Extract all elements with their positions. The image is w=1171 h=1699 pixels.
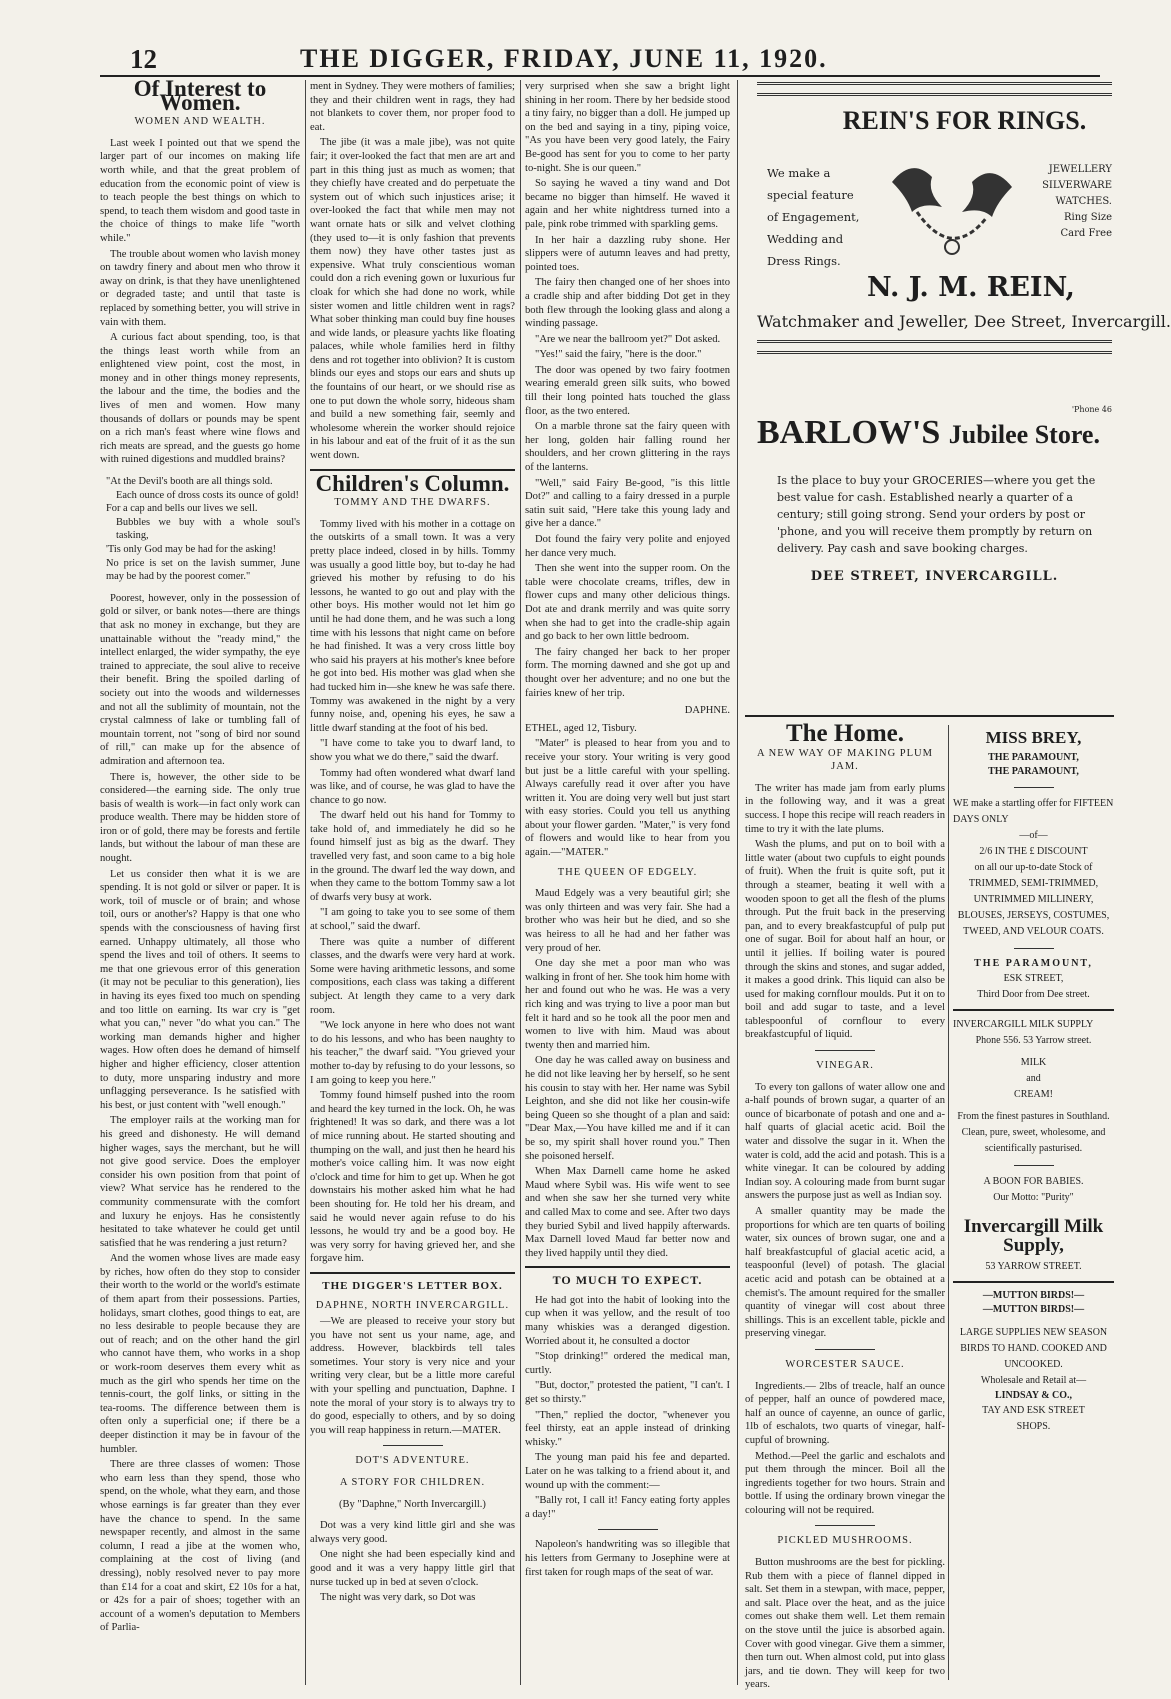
birds-line: —MUTTON BIRDS!—: [982, 1303, 1085, 1315]
divider: [815, 1349, 875, 1350]
poem-line: For a cap and bells our lives we sell.: [106, 503, 258, 515]
recipe-title: A NEW WAY OF MAKING PLUM JAM.: [757, 747, 933, 773]
paragraph: Ingredients.— 2lbs of treacle, half an ounce of pepper, half an ounce of powdered mace, half an ounce of cayenne, an ounce of garlic, 1lb of eschalots, two quarts of vinegar, half-cupful of browning.: [745, 1380, 945, 1446]
paragraph: Tommy had often wondered what dwarf land was like, and of course, he was glad to have the chance to go now.: [310, 767, 515, 806]
paragraph: "But, doctor," protested the patient, "I can't. I get so thirsty.": [525, 1380, 730, 1406]
newspaper-title: THE DIGGER, FRIDAY, JUNE 11, 1920.: [300, 44, 828, 73]
divider: [598, 1529, 658, 1530]
story-title: THE QUEEN OF EDGELY.: [557, 866, 698, 878]
paragraph: Tommy found himself pushed into the room and heard the key turned in the lock. Oh, he was frightened! It was so dark, and there was a lot of mice running about. He started shouting and thumping on the wall, and just then he heard his mother's voice calling him. It was now eight o'clock and time for him to get up. When he got downstairs his mother asked him what he had been shouting for. He told her his dream, and said he would never again refuse to do his lessons, he would try and be a good boy. He was very sorry for having grieved her, and she forgave him.: [310, 1090, 515, 1265]
paragraph: The young man paid his fee and departed. Later on he was talking to a friend about it, and wound up with the comment:—: [525, 1452, 730, 1491]
milk-phone: [953, 1033, 1114, 1049]
rein-left-text: [767, 162, 859, 272]
milk-motto: Our Motto: "Purity": [993, 1191, 1074, 1203]
story-subtitle: A STORY FOR CHILDREN.: [339, 1477, 486, 1488]
rein-title: REIN'S FOR RINGS.: [842, 106, 1087, 135]
paragraph: "Bally rot, I call it! Fancy eating forty apples a day!": [525, 1495, 730, 1520]
rein-text-line: SILVERWARE: [1042, 180, 1112, 191]
divider: [953, 1281, 1114, 1283]
letter-header: ETHEL, aged 12, Tisbury.: [525, 722, 637, 734]
paragraph: very surprised when she saw a bright light shining in her room. There by her bedside stood a tiny fairy, no bigger than a doll. He jumped up on the bed and saying in a tiny, piping voice, "As you have been very good lately, the Fairy Be-good has sent for you to come to her party to-night. She is our queen.": [525, 81, 730, 174]
brey-street: ESK STREET,: [1003, 972, 1064, 984]
column-rule: [520, 80, 521, 1685]
milk-phone-number: Phone 556.: [975, 1034, 1021, 1046]
column-children: [310, 80, 515, 1680]
paragraph: Let us consider then what it is we are spending. It is not gold or silver or paper. It is work, toil of muscle or of brain; and whose toil, ours or another's? Happy is that one who spends with the consciousness of having first earned. Unhappy ultimately, all those who spend the lives and toil of others. It seems to me that one grievous error of this generation (it may not be peculiar to this generation), lies in having its eyes fixed too much on spending and too little on earning. Its war cry is "get what you can," never "do what you can." The working man demands higher and higher wages. How often does he demand of himself higher and higher efficiency, closer attention to duty, more unsparing industry and more unflagging perseverance. Is he satisfied with his best, or just content with "well enough.": [100, 868, 300, 1111]
paragraph: Wash the plums, and put on to boil with a little water (about two cupfuls to eight pounds of fruit). When the fruit is quite soft, put it through a steamer, beating it well with a wooden spoon to get all the flesh of the plums through. Put the fruit back in the preserving pan, and to every breakfastcupful of pulp put one of sugar. Boil for about half an hour, or until it jellies. If boiling water is poured through the skins and stones, and sugar added, it makes a good drink. This liquid can also be used for making cornflour moulds. Put it on to boil and add sugar to taste, and a level tablespoonful of cornflour to every breakfastcupful of liquid.: [745, 839, 945, 1041]
page-number: 12: [130, 44, 157, 74]
rein-advertisement: [757, 82, 1171, 350]
milk-word: MILK: [1020, 1056, 1047, 1068]
barlow-title: [757, 414, 1112, 452]
poem-line: "At the Devil's booth are all things sold.: [106, 476, 273, 488]
paragraph: One night she had been especially kind and good and it was a very happy little girl that nurse tucked up in bed at seven o'clock.: [310, 1549, 515, 1588]
milk-slogan: [953, 1055, 1114, 1103]
column-stories: [525, 80, 730, 1680]
paragraph: Poorest, however, only in the possession of gold or silver, or bank notes—there are things that ask no money in exchange, but they are unattainable without the "ready mind," the intellect enlarged, the wider sympathy, the eye trained to appreciate, the soul alive to receive their benefit. Bring the spoiled darling of society out into the woods and wildernesses and not all the sublimity of mountain, not the crystal calmness of lake or tumbling fall of mountain torrent, not "song of bird nor sound of rill," can make up for the absence of admiration and afternoon tea.: [100, 592, 300, 767]
divider: [745, 715, 1114, 717]
milk-header: INVERCARGILL MILK SUPPLY: [953, 1018, 1094, 1030]
paragraph: "Are we near the ballroom yet?" Dot asked.: [535, 333, 721, 345]
paragraph: A smaller quantity may be made the proportions for which are ten quarts of boiling water, six ounces of brown sugar, one and a half breakfastcupful of glacial acetic acid, a teaspoonful (level) of potash. The glacial acetic acid and potash can be obtained at a chemist's. The amount required for the smaller quantity of vinegar will cost about three shillings. This is an excellent table, pickle and preserving vinegar.: [745, 1206, 945, 1340]
divider: [310, 1272, 515, 1274]
paragraph: The door was opened by two fairy footmen wearing emerald green silk suits, who bowed till their long pointed hats touched the glass floor, as the two entered.: [525, 364, 730, 417]
poem-line: 'Tis only God may be had for the asking!: [106, 544, 277, 555]
divider: [383, 1445, 443, 1446]
birds-line: —MUTTON BIRDS!—: [982, 1289, 1085, 1301]
paragraph: The trouble about women who lavish money on tawdry finery and about men who throw it away on drink, is that they have unenlightened or degraded taste; and until that taste is replaced by something better, you will strive in vain with them.: [100, 248, 300, 328]
birds-text: LARGE SUPPLIES NEW SEASON BIRDS TO HAND. COOKED AND UNCOOKED.: [959, 1326, 1108, 1370]
women-subheading: WOMEN AND WEALTH.: [134, 116, 266, 128]
paragraph: Method.—Peel the garlic and eschalots and put them through the mincer. Boil all the ingredients together for two hours. Strain and bottle. If using the ordinary brown vinegar the colouring will not be required.: [745, 1450, 945, 1516]
paragraph: The fairy changed her back to her proper form. The morning dawned and she got up and thought over her adventure; and no one but the fairies knew of her trip.: [525, 646, 730, 699]
recipe-title: PICKLED MUSHROOMS.: [777, 1535, 913, 1547]
divider: [1014, 1165, 1054, 1166]
birds-street: TAY AND ESK STREET: [982, 1404, 1085, 1416]
rein-right-text: [1042, 162, 1112, 242]
milk-boon: A BOON FOR BABIES.: [983, 1175, 1084, 1187]
paragraph: Dot found the fairy very polite and enjoyed her dance very much.: [525, 534, 730, 559]
paragraph: The writer has made jam from early plums in the following way, and it was a great success. I hope this recipe will reach readers in time to try it with the late plums.: [745, 782, 945, 835]
barlow-text: Is the place to buy your GROCERIES—where you get the best value for cash. Established nearly a quarter of a century; still going strong. Send your orders by post or 'phone, and you will receive them promptly by return on delivery. Pay cash and save booking charges.: [777, 474, 1096, 555]
paragraph: ment in Sydney. They were mothers of families; they and their children went in rags, they had not blankets to cover them, nor proper food to eat.: [310, 81, 515, 133]
paragraph: Dot was a very kind little girl and she was always very good.: [310, 1520, 515, 1545]
paragraph: He had got into the habit of looking into the cup when it was yellow, and the result of too many whiskies was a deranged digestion. Worried about it, he consulted a doctor: [525, 1294, 730, 1347]
paragraph: On a marble throne sat the fairy queen with her long, golden hair falling round her shoulders, and her crown glittering in the rays of the lanterns.: [525, 421, 730, 474]
brey-shop: THE PARAMOUNT,: [974, 957, 1093, 969]
rein-text-line: JEWELLERY: [1048, 164, 1112, 175]
swallows-icon: [882, 152, 1022, 262]
brey-discount: 2/6 IN THE £ DISCOUNT: [979, 845, 1088, 857]
brey-title: MISS BREY,: [985, 728, 1082, 747]
rein-text-line: special feature: [767, 188, 854, 202]
children-heading: Children's Column.: [315, 470, 510, 496]
letter-recipient: DAPHNE, NORTH INVERCARGILL.: [315, 1300, 510, 1312]
brey-of: —of—: [1019, 829, 1048, 841]
story-byline: (By "Daphne," North Invercargill.): [339, 1498, 486, 1510]
poem-line: Each ounce of dross costs its ounce of gold!: [116, 489, 299, 501]
recipe-title: VINEGAR.: [816, 1060, 874, 1072]
paragraph: Last week I pointed out that we spend the larger part of our incomes on making life worth while, and that the great problem of education from the economic point of view is to teach people the best things on which to spend, to teach them wisdom and good taste in the choice of things to make life "worth while.": [100, 137, 300, 244]
home-heading: The Home.: [785, 720, 905, 747]
divider: [815, 1525, 875, 1526]
paragraph: To every ton gallons of water allow one and a-half pounds of brown sugar, a quarter of an ounce of bicarbonate of potash and one and a-half quarts of glacial acetic acid. Boil the water and dissolve the sugar in it. When the water is cold, add the acid and potash. This is a white vinegar. It can be coloured by adding Indian soy. A colouring made from burnt sugar answers the purpose just as well as Indian soy.: [745, 1081, 945, 1202]
paragraph: The night was very dark, so Dot was: [320, 1592, 476, 1604]
paragraph: A curious fact about spending, too, is that the things least worth while from an enlightened view point, cost the most, in money and in other things money represents, the labour and the time, the bodies and the lives of men and women. How many thousands of dollars or pounds may be spent on a rich man's feast where wine flows and rich meats are spread, and the guests go home with ruined digestions and muddled brains?: [100, 332, 300, 466]
paragraph: "Yes!" said the fairy, "here is the door.": [535, 349, 702, 361]
brey-door: Third Door from Dee street.: [977, 988, 1090, 1000]
milk-finest: From the finest pastures in Southland. Clean, pure, sweet, wholesome, and scientifically pasturised.: [957, 1110, 1110, 1154]
joke-heading: TO MUCH TO EXPECT.: [552, 1273, 703, 1288]
barlow-name: BARLOW'S: [757, 414, 941, 451]
birds-firm: LINDSAY & CO.,: [994, 1389, 1073, 1401]
milk-word: CREAM!: [1014, 1088, 1053, 1100]
milk-word: and: [1026, 1072, 1041, 1084]
paragraph: In her hair a dazzling ruby shone. Her slippers were of autumn leaves and had pretty, pointed toes.: [525, 234, 730, 273]
column-right-ads: [953, 725, 1114, 1675]
letterbox-heading: THE DIGGER'S LETTER BOX.: [322, 1279, 503, 1292]
barlow-phone: 'Phone 46: [1071, 405, 1112, 414]
paragraph: One day he was called away on business and he did not like leaving her by herself, so he sent his cousin to stay with her. Her name was Sybil Leighton, and she did not like her cousin-wife being Queen so she thought of a plan and said: "Dear Max,—You have killed me and if it can be so, my spirit shall hover round you." Then she poisoned herself.: [525, 1055, 730, 1162]
paragraph: There is, however, the other side to be considered—the earning side. The only true basis of wealth is work—in fact only work can produce wealth. There may be hidden store of iron or of gold, there may be forests and fertile lands, but without the labour of man these are nought.: [100, 771, 300, 865]
paragraph: Tommy lived with his mother in a cottage on the outskirts of a small town. It was a very pretty place indeed, closed in by hills. Tommy was usually a good little boy, but to-day he had grieved his mother by refusing to do his lessons, he wanted to go out and play with the other boys. His mother would not let him go until he had done them, and he was such a long time with his lessons that night came on before he had finished. It was a very cross little boy who said his prayers at his mother's knee before he got into bed. His mother was glad when she had tucked him in—she knew he was safe there. Tommy was awakened in the night by a very funny noise, and, opening his eyes, he saw a little dwarf standing at the foot of his bed.: [310, 518, 515, 734]
rein-address: Watchmaker and Jeweller, Dee Street, Invercargill.: [757, 312, 1171, 331]
rein-text-line: of Engagement,: [767, 210, 860, 224]
divider: [525, 1266, 730, 1268]
barlow-advertisement: [757, 405, 1112, 665]
rein-text-line: Dress Rings.: [767, 254, 841, 268]
paragraph: "I am going to take you to see some of them at school," said the dwarf.: [310, 907, 515, 933]
poem: [106, 475, 300, 584]
paragraph: The employer rails at the working man for his greed and dishonesty. He will demand higher wages, says the merchant, but he will not give good service. Does the employer consider his own position from that point of view? What service has he rendered to the community commensurate with the comfort and luxury he enjoys. Has he consistently hesitated to take whatever he could get until satisfied that he was rendering a just return?: [100, 1115, 300, 1249]
paragraph: There was quite a number of different classes, and the dwarfs were very hard at work. Some were having arithmetic lessons, and some compositions, each class was taking a different subject. At length they came to a very dark room.: [310, 936, 515, 1016]
poem-line: Bubbles we buy with a whole soul's tasking,: [116, 516, 300, 542]
paragraph: "Mater" is pleased to hear from you and to receive your story. Your writing is very good but just be a little careful with your spelling. Always carefully read it over after you have written it. You are doing very well but just start with easy stories. Could you tell us anything about your flower garden. "Mater," is very fond of flowers and would like to hear from you again.—"MATER.": [525, 738, 730, 859]
children-subheading: TOMMY AND THE DWARFS.: [334, 497, 491, 509]
paragraph: When Max Darnell came home he asked Maud where Sybil was. His wife went to see and when she saw her she turned very white and called Max to come and see. After two days they buried Sybil and lived happily afterwards. Max Darnell loved Maud far better now and they lived happily until they died.: [525, 1166, 730, 1259]
masthead: [100, 44, 1000, 74]
brey-items: on all our up-to-date Stock of TRIMMED, SEMI-TRIMMED, UNTRIMMED MILLINERY, BLOUSES, JERSEYS, COSTUMES, TWEED, AND VELOUR COATS.: [957, 861, 1110, 937]
recipe-title: WORCESTER SAUCE.: [785, 1358, 905, 1370]
rein-text-line: WATCHES.: [1055, 196, 1112, 207]
paragraph: One day she met a poor man who was walking in front of her. She took him home with her and found out who he was. He was a very rich king and was trying to live a poor man but felt it hard and so he took all the poor men and women to live with him. Maud was about twenty then and married him.: [525, 958, 730, 1051]
rein-name: N. J. M. REIN,: [867, 272, 1075, 303]
barlow-store: Jubilee Store.: [948, 420, 1100, 449]
birds-shops: SHOPS.: [1016, 1420, 1051, 1432]
brey-offer: WE make a startling offer for FIFTEEN DAYS ONLY: [953, 797, 1114, 825]
milk-big-title: Invercargill Milk: [963, 1215, 1104, 1237]
rein-text-line: We make a: [767, 166, 831, 180]
paragraph: Maud Edgely was a very beautiful girl; she was only thirteen and was very fair. She had a brother who was heir but he died, and so she was heiress to all he had and her father was very proud of her.: [525, 888, 730, 954]
column-rule: [737, 80, 738, 1685]
story-title: DOT'S ADVENTURE.: [355, 1455, 470, 1467]
birds-sale: Wholesale and Retail at—: [980, 1374, 1087, 1386]
rein-text-line: Card Free: [1060, 228, 1112, 239]
milk-big-title: Supply,: [1003, 1235, 1064, 1257]
paragraph: "Stop drinking!" ordered the medical man, curtly.: [525, 1351, 730, 1376]
paragraph: "Well," said Fairy Be-good, "is this little Dot?" and calling to a fairy dressed in a purple satin suit said, "Here take this young lady and give her a dance.": [525, 477, 730, 530]
paragraph: So saying he waved a tiny wand and Dot became no bigger than himself. He waved it again and her white nightdress turned into a pale, pink robe trimmed with sparkling gems.: [525, 178, 730, 230]
paragraph: Button mushrooms are the best for pickling. Rub them with a piece of flannel dipped in salt. Set them in a stewpan, with mace, pepper, and salt. Place over the heat, and as the juice comes out shake them well. Let them remain on the stove until the juice is absorbed again. Cover with good vinegar. Give them a simmer, then turn out. When almost cold, put into glass jars, and tie down. They will keep for two years.: [745, 1557, 945, 1691]
chain-border: [757, 340, 1112, 354]
paragraph: "Then," replied the doctor, "whenever you feel thirsty, eat an apple instead of drinking whisky.": [525, 1409, 730, 1448]
divider: [1014, 948, 1054, 949]
paragraph: "I have come to take you to dwarf land, to show you what we do there," said the dwarf.: [310, 738, 515, 763]
rein-text-line: Ring Size: [1064, 212, 1112, 223]
paragraph: —We are pleased to receive your story but you have not sent us your name, age, and address. However, blackbirds tell tales sometimes. Your story is very nice and your writing very clear, but be a little more careful with your spelling and punctuation, Daphne. I note the moral of your story is to always try to do good, especially to others, and by so doing you will reap happiness in return.—MATER.: [310, 1316, 515, 1436]
paragraph: Then she went into the supper room. On the table were chocolate creams, trifles, dew in flower cups and many other delicious things. Dot ate and drank merrily and was quite sorry when she had to get into the cradle-ship again and go back to her own little bedroom.: [525, 563, 730, 643]
divider: [953, 1009, 1114, 1011]
poem-line: No price is set on the lavish summer, June may be had by the poorest comer.": [106, 557, 300, 583]
divider: [815, 1050, 875, 1051]
divider: [1014, 787, 1054, 788]
column-women: [100, 76, 300, 1680]
paragraph: The dwarf held out his hand for Tommy to take hold of, and immediately he did so he found himself just as big as the dwarf. They travelled very fast, and soon came to a big hole in the ground. The dwarf led the way down, and when they came to the bottom Tommy saw a lot of dwarfs very busy at work.: [310, 810, 515, 903]
brey-line: THE PARAMOUNT,: [988, 765, 1079, 777]
brey-line: THE PARAMOUNT,: [988, 751, 1079, 763]
paragraph: There are three classes of women: Those who earn less than they spend, those who spend, on the whole, what they earn, and those whose earnings is far greater than they ever have the chance to spend. In the same newspaper recently, and almost in the same column, I read a jibe at the women who, complaining at the cost of living (and dressing), nobly resolved never to pay more than £14 for a coat and skirt, £2 10s for a hat, or 42s for a pair of shoes; together with an account of a women's deputation to Members of Parlia-: [100, 1459, 300, 1634]
column-home: [745, 720, 945, 1691]
chain-border: [757, 82, 1112, 96]
milk-address: 53 YARROW STREET.: [985, 1260, 1082, 1272]
paragraph: Napoleon's handwriting was so illegible that his letters from Germany to Josephine were at first taken for rough maps of the seat of war.: [525, 1539, 730, 1578]
women-heading: Of Interest to Women.: [133, 76, 267, 115]
signature: DAPHNE.: [684, 705, 730, 717]
barlow-address: DEE STREET, INVERCARGILL.: [810, 569, 1059, 584]
paragraph: The jibe (it was a male jibe), was not quite fair; it over-looked the fact that men are art and part in this thing just as much as women; that they chiefly have created and do perpetuate the system out of which such injustices arise; it over-looked the fact that while men may not want ornate hats or silk and velvet clothing (they used to—it is only fashion that prevents them now) they have other tastes just as expensive. What truly conscientious woman could don a rich evening gown or luxurious fur cloak for which she had done no work, while sister women and little children went in rags? What sober thinking man could buy fine houses and wide lands, or pleasure yachts like floating palaces, while whole families herd in filthy dens and rot together into oblivion? It is custom blinds our eyes and stops our ears and shuts up the fountains of our heart, or we should rise as one to put down the whole sorry, hideous sham and build a new something fair, seemly and wholesome wherein the worker should rejoice in his labour and eat of the fruit of it as the sun went down.: [310, 137, 515, 462]
rein-text-line: Wedding and: [767, 232, 844, 246]
paragraph: "We lock anyone in here who does not want to do his lessons, and who has been naughty to his teacher," the dwarf said. "You grieved your mother to-day by refusing to do your lessons, so I am going to keep you here.": [310, 1020, 515, 1086]
column-rule: [948, 725, 949, 1680]
milk-street: 53 Yarrow street.: [1023, 1034, 1092, 1046]
paragraph: The fairy then changed one of her shoes into a cradle ship and after bidding Dot get in they both flew through the looking glass and along a winding passage.: [525, 277, 730, 330]
paragraph: And the women whose lives are made easy by riches, how often do they stop to consider their worth to the world or the world's estimate of them apart from their possessions. Parties, holidays, smart clothes, good things to eat, are no less desirable to people because they are out of reach; and on the other hand the girl who cannot have them, who works in a shop or work-room deserves them every whit as much as the girl who spends her time on the tennis-court, the golf links, or sitting in the tea-rooms. The difference between them is often only a superficial one; if there be a deeper distinction it may be in favour of the humbler.: [100, 1253, 300, 1455]
column-rule: [305, 80, 306, 1685]
